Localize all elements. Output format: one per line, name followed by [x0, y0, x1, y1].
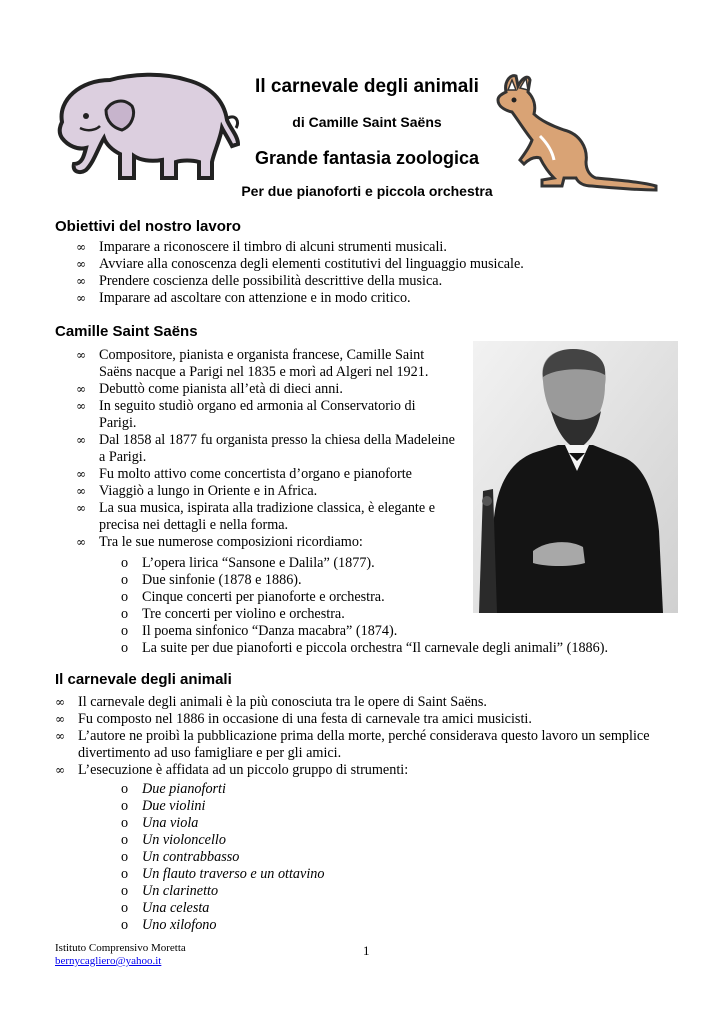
list-item: ∞ Il carnevale degli animali è la più conosciuta tra le opere di Saint Saëns.: [55, 694, 675, 711]
list-item: o Cinque concerti per pianoforte e orchestra.: [118, 589, 678, 606]
page-number: 1: [363, 943, 370, 958]
list-item: ∞ La sua musica, ispirata alla tradizione classica, è elegante e precisa nei dettagli e nella forma.: [76, 500, 456, 534]
list-item: o Un contrabbasso: [118, 849, 518, 866]
list-item: o Un flauto traverso e un ottavino: [118, 866, 518, 883]
list-item: ∞ L’esecuzione è affidata ad un piccolo gruppo di strumenti:: [55, 762, 675, 779]
list-item: ∞ L’autore ne proibì la pubblicazione prima della morte, perché considerava questo lavoro un semplice divertimento ad uso famigliare e per gli amici.: [55, 728, 675, 762]
list-item: o Due pianoforti: [118, 781, 518, 798]
carnevale-list: [55, 694, 675, 779]
list-item: ∞ Debuttò come pianista all’età di dieci anni.: [76, 381, 456, 398]
list-item: o Un violoncello: [118, 832, 518, 849]
list-item: ∞ In seguito studiò organo ed armonia al Conservatorio di Parigi.: [76, 398, 456, 432]
list-item: ∞ Viaggiò a lungo in Oriente e in Africa.: [76, 483, 456, 500]
list-item: o L’opera lirica “Sansone e Dalila” (1877).: [118, 555, 678, 572]
obiettivi-list: [76, 239, 676, 307]
list-item: ∞ Compositore, pianista e organista francese, Camille Saint Saëns nacque a Parigi nel 1835 e morì ad Algeri nel 1921.: [76, 347, 456, 381]
list-item: ∞ Prendere coscienza delle possibilità descrittive della musica.: [76, 273, 676, 290]
list-item: ∞ Avviare alla conoscenza degli elementi costitutivi del linguaggio musicale.: [76, 256, 676, 273]
list-item: ∞ Dal 1858 al 1877 fu organista presso la chiesa della Madeleine a Parigi.: [76, 432, 456, 466]
footer-school: Istituto Comprensivo Moretta: [55, 942, 186, 954]
list-item: o Uno xilofono: [118, 917, 518, 934]
list-item: ∞ Fu composto nel 1886 in occasione di una festa di carnevale tra amici musicisti.: [55, 711, 675, 728]
list-item: o La suite per due pianoforti e piccola orchestra “Il carnevale degli animali” (1886).: [118, 640, 678, 657]
footer: [55, 942, 186, 968]
biografia-list: [76, 347, 456, 551]
instruments-list: [118, 781, 518, 934]
list-item: ∞ Fu molto attivo come concertista d’organo e pianoforte: [76, 466, 456, 483]
heading-biografia: Camille Saint Saëns: [55, 323, 198, 340]
scoring-line: Per due pianoforti e piccola orchestra: [241, 183, 493, 199]
compositions-list: [118, 555, 678, 657]
list-item: o Tre concerti per violino e orchestra.: [118, 606, 678, 623]
list-item: o Una celesta: [118, 900, 518, 917]
list-item: o Una viola: [118, 815, 518, 832]
list-item: o Due violini: [118, 798, 518, 815]
footer-email-link[interactable]: bernycagliero@yahoo.it: [55, 955, 162, 967]
heading-obiettivi: Obiettivi del nostro lavoro: [55, 218, 241, 235]
list-item: o Due sinfonie (1878 e 1886).: [118, 572, 678, 589]
list-item: ∞ Imparare ad ascoltare con attenzione e in modo critico.: [76, 290, 676, 307]
list-item: o Il poema sinfonico “Danza macabra” (1874).: [118, 623, 678, 640]
heading-carnevale: Il carnevale degli animali: [55, 671, 232, 688]
page-title: Il carnevale degli animali: [255, 76, 479, 97]
list-item: ∞ Imparare a riconoscere il timbro di alcuni strumenti musicali.: [76, 239, 676, 256]
list-item: o Un clarinetto: [118, 883, 518, 900]
page-subtitle: Grande fantasia zoologica: [254, 148, 480, 168]
list-item: ∞ Tra le sue numerose composizioni ricordiamo:: [76, 534, 456, 551]
author-line: di Camille Saint Saëns: [292, 114, 442, 130]
